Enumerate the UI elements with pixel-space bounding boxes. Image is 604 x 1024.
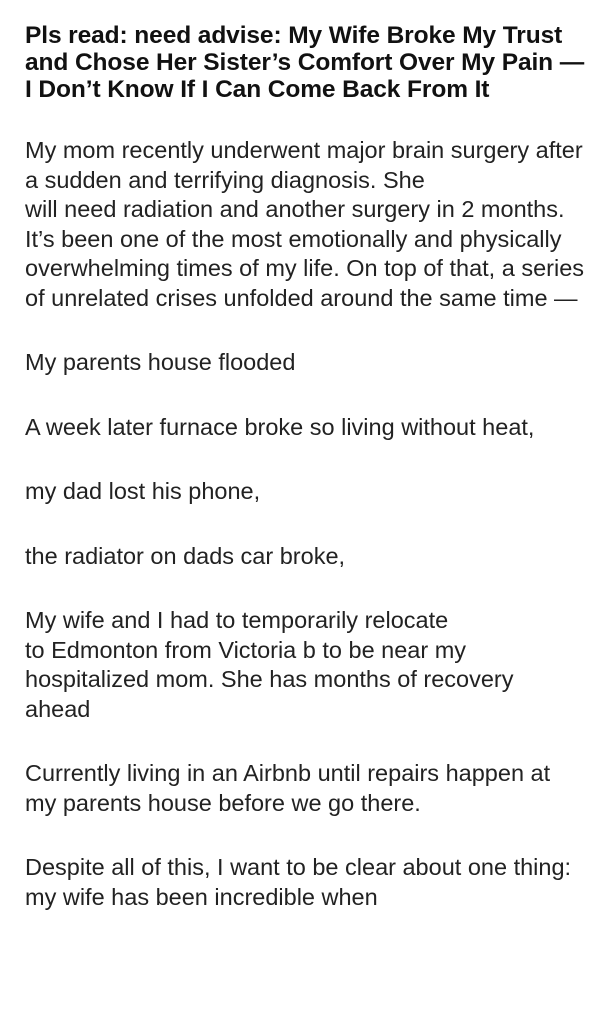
post-paragraph: Currently living in an Airbnb until repairs happen at my parents house before we go there. <box>25 760 551 816</box>
post-paragraph: My parents house flooded <box>25 349 296 375</box>
post-article <box>25 22 585 947</box>
post-paragraph: A week later furnace broke so living without heat, <box>25 413 535 440</box>
post-paragraph: my dad lost his phone, <box>25 478 261 504</box>
post-paragraph: My mom recently underwent major brain surgery after a sudden and terrifying diagnosis. She will need radiation and another surgery in 2 months. It’s been one of the most emotionally and physically overwhelming times of my life. On top of that, a series of unrelated crises unfolded around the same time — <box>25 137 585 311</box>
post-paragraph: My wife and I had to temporarily relocate to Edmonton from Victoria b to be near my hospitalized mom. She has months of recovery ahead <box>25 607 514 722</box>
post-title: Pls read: need advise: My Wife Broke My Trust and Chose Her Sister’s Comfort Over My Pain — I Don’t Know If I Can Come Back From It <box>25 22 585 103</box>
post-paragraph: the radiator on dads car broke, <box>25 542 346 569</box>
post-body <box>25 136 585 912</box>
post-paragraph: Despite all of this, I want to be clear about one thing: my wife has been incredible when <box>25 854 572 910</box>
